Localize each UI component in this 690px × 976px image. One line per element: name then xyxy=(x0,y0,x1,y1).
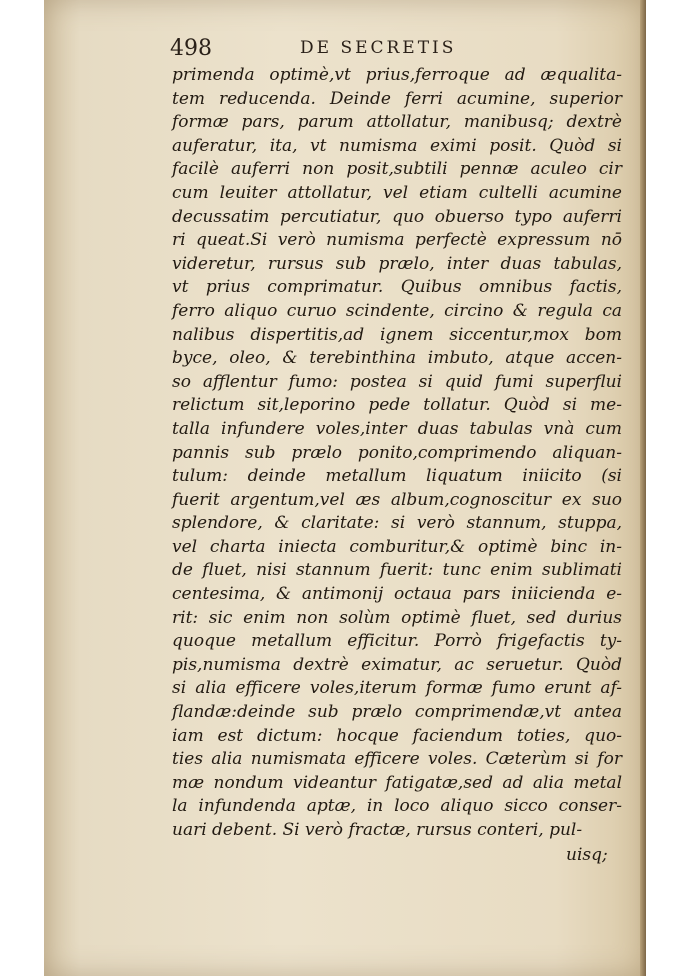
text-line: ri queat.Si verò numisma perfectè expressum nō xyxy=(172,230,622,251)
text-line: rit: sic enim non solùm optimè fluet, sed durius xyxy=(172,607,622,628)
text-line: auferatur, ita, vt numisma eximi posit. Quòd si xyxy=(172,135,622,156)
text-line: splendore, & claritate: si verò stannum, stuppa, xyxy=(172,513,622,534)
text-line: ties alia numismata efficere voles. Cæterùm si for xyxy=(172,749,622,770)
text-line: nalibus dispertitis,ad ignem siccentur,mox bom xyxy=(172,324,622,345)
text-line: iam est dictum: hocque faciendum toties, quo- xyxy=(172,725,622,746)
text-line: formæ pars, parum attollatur, manibusq; dextrè xyxy=(172,112,622,133)
page-number: 498 xyxy=(170,36,212,61)
text-line: la infundenda aptæ, in loco aliquo sicco conser- xyxy=(172,796,622,817)
text-line: de fluet, nisi stannum fuerit: tunc enim sublimati xyxy=(172,560,622,581)
catchword: uisq; xyxy=(566,845,608,865)
text-line: ferro aliquo curuo scindente, circino & regula ca xyxy=(172,300,622,321)
text-line: fuerit argentum,vel æs album,cognoscitur ex suo xyxy=(172,489,622,510)
text-line: so afflentur fumo: postea si quid fumi superflui xyxy=(172,371,622,392)
text-line: pis,numisma dextrè eximatur, ac seruetur. Quòd xyxy=(172,654,622,675)
text-line: pannis sub prælo ponito,comprimendo aliquan- xyxy=(172,442,622,463)
text-line: vt prius comprimatur. Quibus omnibus factis, xyxy=(172,277,622,298)
text-line: videretur, rursus sub prælo, inter duas tabulas, xyxy=(172,253,622,274)
body-text xyxy=(172,64,622,843)
text-line: flandæ:deinde sub prælo comprimendæ,vt antea xyxy=(172,702,622,723)
page-header xyxy=(170,36,500,66)
text-line: relictum sit,leporino pede tollatur. Quòd si me- xyxy=(172,395,622,416)
text-line: si alia efficere voles,iterum formæ fumo erunt af- xyxy=(172,678,622,699)
text-line: tulum: deinde metallum liquatum iniicito (si xyxy=(172,466,622,487)
text-line: centesima, & antimonij octaua pars iniicienda e- xyxy=(172,584,622,605)
text-line: primenda optimè,vt prius,ferroque ad æqualita- xyxy=(172,65,622,85)
text-line: talla infundere voles,inter duas tabulas vnà cum xyxy=(172,418,622,439)
text-line: quoque metallum efficitur. Porrò frigefactis ty- xyxy=(172,631,622,652)
text-line: facilè auferri non posit,subtili pennæ aculeo cir xyxy=(172,159,622,180)
running-title: DE SECRETIS xyxy=(300,38,457,58)
text-line: decussatim percutiatur, quo obuerso typo auferri xyxy=(172,206,622,227)
text-line: byce, oleo, & terebinthina imbuto, atque accen- xyxy=(172,348,622,369)
text-line: cum leuiter attollatur, vel etiam cultelli acumine xyxy=(172,182,622,203)
text-line: tem reducenda. Deinde ferri acumine, superior xyxy=(172,88,622,109)
text-line: mæ nondum videantur fatigatæ,sed ad alia metal xyxy=(172,772,622,793)
text-line: uari debent. Si verò fractæ, rursus conteri, pul- xyxy=(172,820,583,840)
text-line: vel charta iniecta comburitur,& optimè binc in- xyxy=(172,536,622,557)
